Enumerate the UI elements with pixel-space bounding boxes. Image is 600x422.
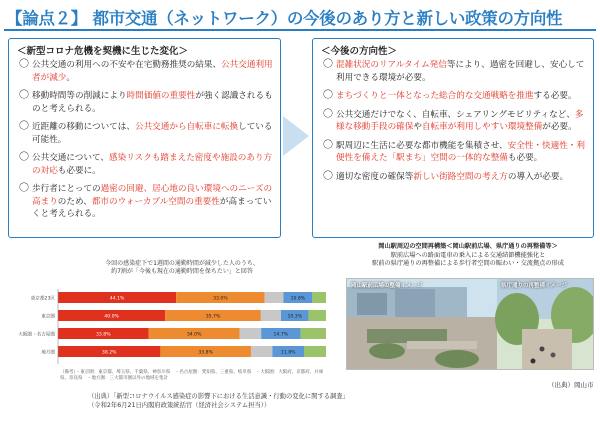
circle-bullet-icon: 〇 bbox=[19, 59, 29, 70]
highlight-text: 公共交通から自転車に転換 bbox=[134, 122, 239, 132]
photo-caption-line3: 駅前の県庁通りの再整備による歩行者空間の賑わい・交流拠点の形成 bbox=[372, 260, 564, 267]
highlight-text: 感染リスクも踏まえた密度や施設のあり方の対応 bbox=[32, 153, 273, 176]
highlight-text: 安全性・快適性・利便性を備えた「駅まち」空間の一体的な整備 bbox=[336, 140, 585, 163]
directions-list bbox=[313, 59, 593, 183]
body-text: する必要。 bbox=[533, 91, 577, 101]
list-item bbox=[19, 59, 274, 84]
list-item bbox=[323, 59, 587, 84]
body-text: 移動時間等の削減により bbox=[32, 91, 127, 101]
body-text: が高まっていくと考えられる。 bbox=[32, 196, 272, 219]
body-text: 駅周辺に生活に必要な都市機能を集積させ、 bbox=[336, 140, 508, 151]
source-line1: （出典）「新型コロナウイルス感染症の影響下における生活意識・行動の変化に関する調査」 bbox=[88, 393, 349, 400]
chart-title-line2: 約7割が「今後も現在の通勤時間を保ちたい」と回答 bbox=[111, 268, 253, 275]
circle-bullet-icon: 〇 bbox=[323, 90, 333, 101]
arrow-right-icon bbox=[283, 116, 309, 156]
data-label: 33.8% bbox=[95, 332, 111, 338]
photo-caption-line2: 駅前広場への路面電車の乗入による交通結節機能強化と bbox=[390, 251, 546, 259]
body-text: 等により、過密を回避し、安心して利用できる環境が必要。 bbox=[336, 60, 585, 83]
circle-bullet-icon: 〇 bbox=[19, 152, 29, 163]
body-text: 。 bbox=[66, 72, 75, 83]
list-item bbox=[323, 140, 587, 165]
highlight-text: 新しい街路空間の考え方 bbox=[413, 171, 508, 182]
list-item-text bbox=[336, 171, 587, 184]
list-item-text bbox=[336, 109, 587, 134]
category-label: 大阪圏・名古屋圏 bbox=[18, 332, 55, 338]
data-label: 10.8% bbox=[290, 296, 306, 302]
data-label: 34.0% bbox=[186, 332, 202, 338]
list-item bbox=[323, 109, 587, 134]
data-label: 10.3% bbox=[287, 314, 303, 320]
list-item-text bbox=[32, 121, 274, 146]
body-text: している可能性。 bbox=[32, 122, 273, 145]
list-item-text bbox=[32, 152, 274, 177]
body-text: 適切な密度の確保等 bbox=[336, 171, 414, 182]
chart-title-line1: 今回の感染症下で1週間の通勤時間が減少した人のうち、 bbox=[105, 260, 259, 267]
body-text: 公共交通の利用への不安や在宅勤務推奨の結果、 bbox=[32, 60, 222, 70]
photo-label-left: 岡山駅前広場の整備イメージ bbox=[351, 283, 423, 289]
bar-segment bbox=[251, 346, 272, 357]
data-label: 33.8% bbox=[198, 350, 213, 356]
bar-segment bbox=[240, 328, 261, 339]
category-label: 東京圏 bbox=[41, 314, 55, 320]
list-item bbox=[323, 171, 587, 184]
photo-label-right: 県庁通りの再整備イメージ bbox=[501, 283, 567, 289]
data-label: 11.8% bbox=[280, 350, 296, 356]
circle-bullet-icon: 〇 bbox=[19, 183, 29, 194]
changes-list bbox=[9, 59, 280, 221]
bar-segment bbox=[301, 328, 326, 339]
title-divider bbox=[4, 29, 596, 31]
highlight-text: 自転車が利用しやすい環境整備 bbox=[421, 122, 543, 132]
list-item-text bbox=[32, 183, 274, 221]
highlight-text: 時間価値の重要性 bbox=[126, 91, 196, 101]
list-item-text bbox=[336, 140, 587, 165]
highlight-text: 多様な移動手段の確保 bbox=[336, 109, 584, 132]
circle-bullet-icon: 〇 bbox=[323, 139, 333, 151]
changes-heading: ＜新型コロナ危機を契機に生じた変化＞ bbox=[17, 46, 189, 57]
changes-panel bbox=[8, 38, 281, 238]
photo-caption bbox=[340, 243, 596, 269]
data-label: 14.7% bbox=[273, 332, 289, 338]
page-title: 【論点２】 都市交通（ネットワーク）の今後のあり方と新しい政策の方向性 bbox=[6, 9, 563, 28]
chart-source bbox=[88, 392, 349, 410]
list-item bbox=[19, 183, 274, 221]
data-label: 33.0% bbox=[213, 296, 228, 302]
chart-title bbox=[62, 260, 302, 276]
body-text: のため、 bbox=[57, 196, 92, 207]
data-label: 38.2% bbox=[101, 350, 117, 356]
bar-segment bbox=[265, 292, 284, 303]
bar-segment bbox=[309, 310, 326, 321]
bar-segment bbox=[261, 310, 281, 321]
list-item bbox=[19, 152, 274, 177]
body-text: が強く認識されるものと考えられる。 bbox=[32, 91, 273, 114]
redevelopment-photo bbox=[346, 278, 594, 370]
category-label: 東京都23区 bbox=[30, 296, 55, 302]
circle-bullet-icon: 〇 bbox=[19, 90, 29, 101]
list-item-text bbox=[336, 59, 587, 84]
highlight-text: 過密の回避、居心地の良い環境へのニーズの高まり bbox=[32, 184, 273, 207]
circle-bullet-icon: 〇 bbox=[323, 108, 333, 120]
body-text: も必要に。 bbox=[57, 165, 101, 176]
source-line2: （令和2年6月21日内閣府政策統括官（経済社会システム担当）） bbox=[88, 402, 271, 409]
directions-panel bbox=[312, 38, 594, 238]
data-label: 35.7% bbox=[205, 314, 221, 320]
body-text: の導入が必要。 bbox=[507, 171, 569, 182]
circle-bullet-icon: 〇 bbox=[19, 121, 29, 132]
list-item bbox=[19, 121, 274, 146]
list-item-text bbox=[336, 90, 587, 103]
body-text: 近距離の移動については、 bbox=[32, 122, 135, 132]
body-text: も必要。 bbox=[507, 153, 543, 163]
list-item-text bbox=[32, 90, 274, 115]
list-item-text bbox=[32, 59, 274, 84]
bar-segment bbox=[312, 292, 326, 303]
highlight-text: まちづくりと一体となった総合的な交通戦略を推進 bbox=[336, 91, 534, 101]
highlight-text: 混雑状況のリアルタイム発信 bbox=[336, 60, 447, 70]
photo-caption-line1: 岡山駅周辺の空間再構築＜岡山駅前広場、県庁通りの再整備等＞ bbox=[378, 243, 558, 250]
circle-bullet-icon: 〇 bbox=[323, 170, 333, 182]
directions-heading: ＜今後の方向性＞ bbox=[321, 46, 398, 57]
body-text: が必要。 bbox=[542, 122, 577, 132]
data-label: 44.1% bbox=[109, 296, 125, 302]
list-item bbox=[19, 90, 274, 115]
station-plaza-image bbox=[347, 279, 594, 370]
chart-note: （備考）・東京圏：東京都、埼玉県、千葉県、神奈川県 ・名古屋圏：愛知県、三重県、岐阜県 ・大阪圏：大阪府、京都府、兵庫県、奈良県 ・地方圏：三大都市圏以外の地域を集計 bbox=[60, 370, 324, 381]
body-text: や bbox=[413, 122, 422, 132]
photo-credit: （出典）岡山市 bbox=[548, 381, 594, 389]
body-text: 公共交通だけでなく、自転車、シェアリングモビリティなど、 bbox=[336, 109, 575, 120]
circle-bullet-icon: 〇 bbox=[323, 59, 333, 70]
bar-segment bbox=[304, 346, 326, 357]
data-label: 40.0% bbox=[104, 314, 119, 320]
highlight-text: 公共交通利用者が減少 bbox=[32, 60, 273, 83]
highlight-text: 都市のウォーカブル空間の重要性 bbox=[91, 196, 220, 207]
body-text: 歩行者にとっての bbox=[32, 184, 101, 194]
category-label: 地方圏 bbox=[41, 350, 55, 356]
body-text: 公共交通について、 bbox=[32, 153, 110, 163]
list-item bbox=[323, 90, 587, 103]
